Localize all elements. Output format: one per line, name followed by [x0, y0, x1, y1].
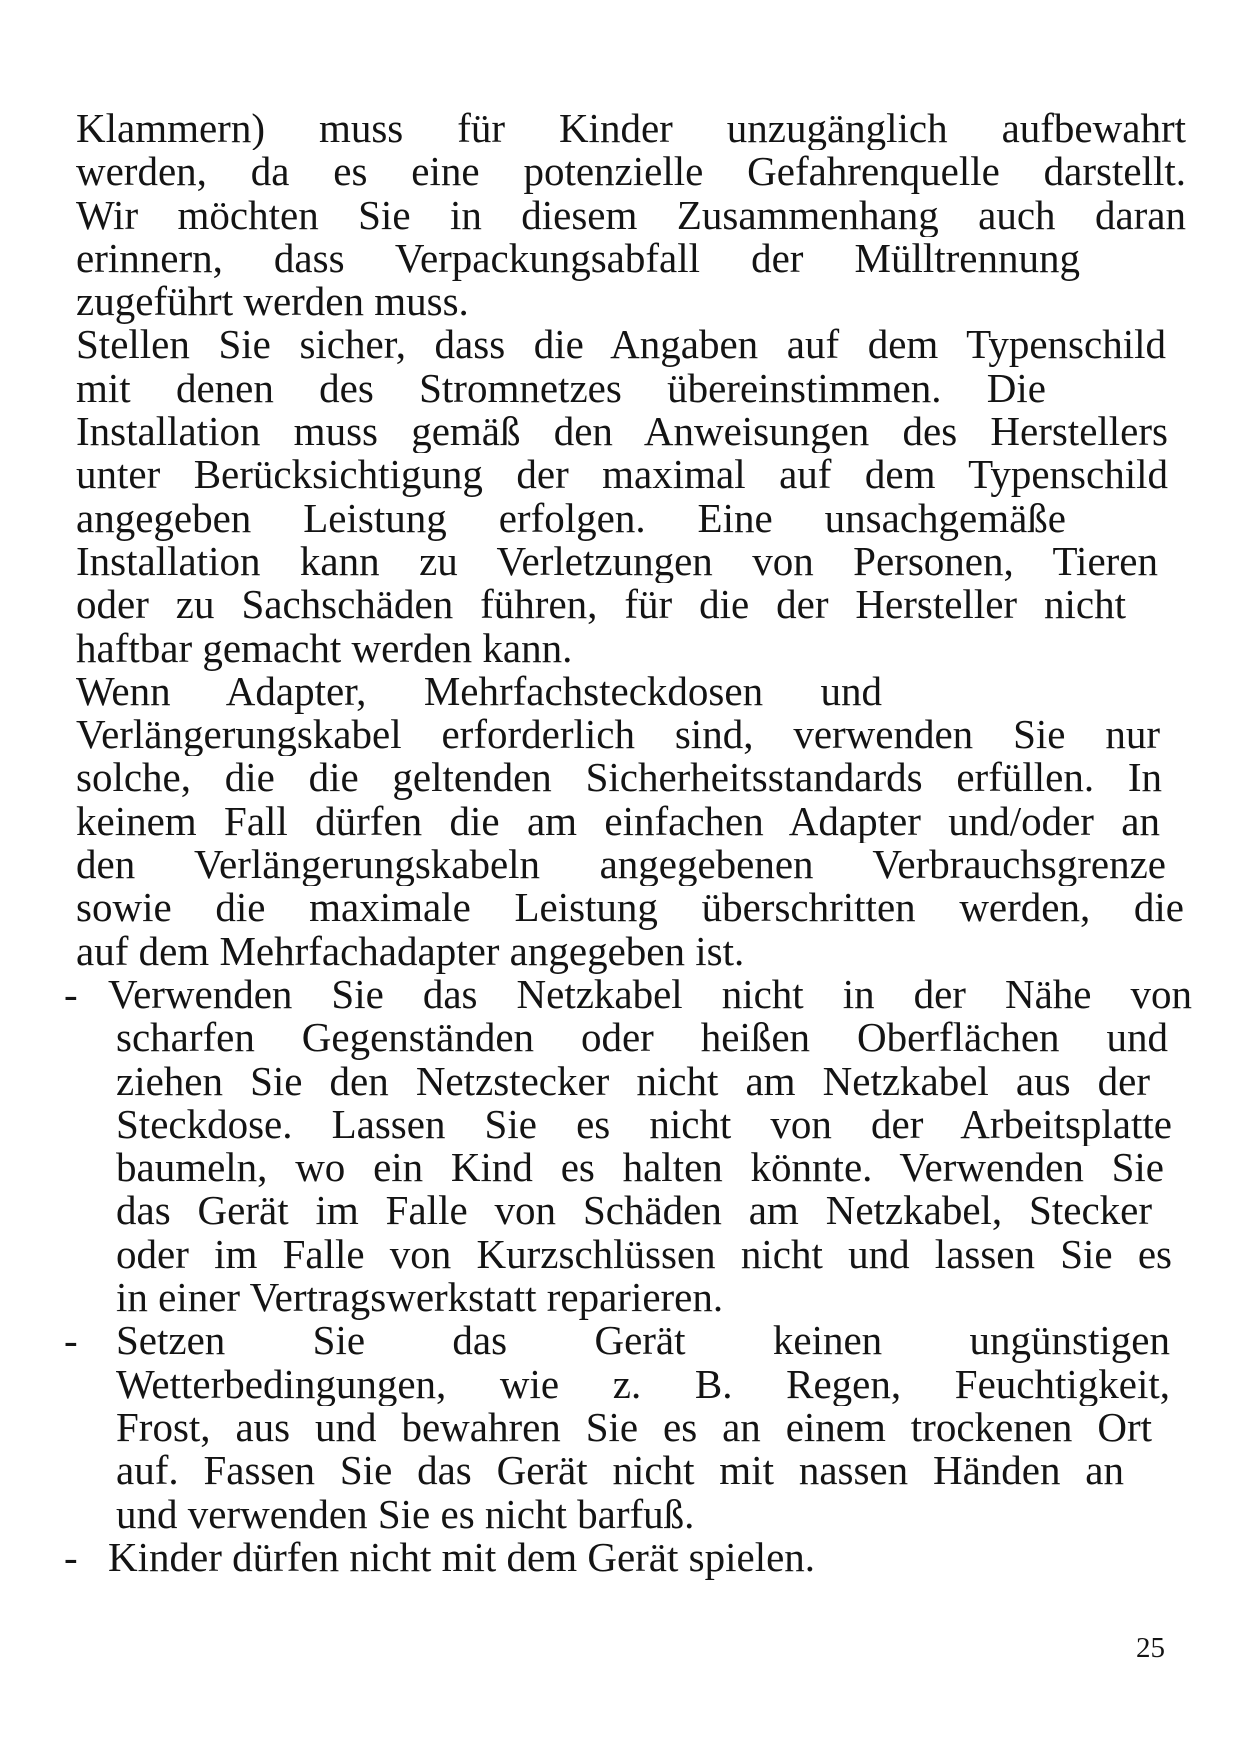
text-line: auf. Fassen Sie das Gerät nicht mit nassen Händen an: [116, 1449, 1124, 1493]
bullet-text: [108, 1533, 1186, 1580]
text-line: Verlängerungskabel erforderlich sind, verwenden Sie nur: [76, 713, 1160, 757]
text-line: zugeführt werden muss.: [76, 278, 469, 325]
bullet-item-power-cable: [64, 970, 1192, 1321]
text-line: solche, die die geltenden Sicherheitsstandards erfüllen. In: [76, 756, 1162, 800]
text-line: angegeben Leistung erfolgen. Eine unsachgemäße: [76, 494, 1066, 541]
bullet-marker: -: [64, 970, 78, 1017]
text-line: Stellen Sie sicher, dass die Angaben auf dem Typenschild: [76, 323, 1166, 367]
text-line: scharfen Gegenständen oder heißen Oberflächen und: [116, 1016, 1168, 1060]
text-line: Wir möchten Sie in diesem Zusammenhang auch daran: [76, 193, 1186, 237]
text-line: auf dem Mehrfachadapter angegeben ist.: [76, 927, 745, 974]
paragraph-adapters: [76, 667, 1186, 974]
text-line: werden, da es eine potenzielle Gefahrenquelle darstellt.: [76, 150, 1186, 194]
bullet-item-children: [64, 1533, 1186, 1580]
paragraph-installation: [76, 323, 1186, 669]
body-text: [64, 107, 1192, 1580]
text-line: baumeln, wo ein Kind es halten könnte. Verwenden Sie: [116, 1146, 1164, 1190]
bullet-text: [116, 1319, 1186, 1535]
text-line: und verwenden Sie es nicht barfuß.: [116, 1490, 695, 1537]
text-line: Setzen Sie das Gerät keinen ungünstigen: [116, 1319, 1170, 1363]
bullet-marker: -: [64, 1317, 78, 1364]
text-line: Wenn Adapter, Mehrfachsteckdosen und: [76, 667, 882, 714]
text-line: Installation muss gemäß den Anweisungen des Herstellers: [76, 410, 1168, 454]
bullet-marker: -: [64, 1533, 78, 1580]
page-number: 25: [1136, 1632, 1165, 1664]
text-line: keinem Fall dürfen die am einfachen Adapter und/oder an: [76, 799, 1160, 844]
text-line: sowie die maximale Leistung überschritten werden, die: [76, 886, 1184, 930]
bullet-item-weather: [64, 1317, 1186, 1537]
text-line: das Gerät im Falle von Schäden am Netzkabel, Stecker: [116, 1189, 1152, 1233]
text-line: haftbar gemacht werden kann.: [76, 624, 573, 671]
bullet-text: [108, 972, 1192, 1321]
text-line: unter Berücksichtigung der maximal auf dem Typenschild: [76, 453, 1168, 497]
text-line: oder zu Sachschäden führen, für die der Hersteller nicht: [76, 581, 1126, 628]
text-line: Wetterbedingungen, wie z. B. Regen, Feuchtigkeit,: [116, 1362, 1170, 1406]
text-line: ziehen Sie den Netzstecker nicht am Netzkabel aus der: [116, 1059, 1150, 1103]
text-line: Frost, aus und bewahren Sie es an einem trockenen Ort: [116, 1405, 1152, 1450]
text-line: Verwenden Sie das Netzkabel nicht in der Nähe von: [108, 972, 1192, 1017]
text-line: Kinder dürfen nicht mit dem Gerät spielen.: [108, 1533, 816, 1580]
text-line: Klammern) muss für Kinder unzugänglich aufbewahrt: [76, 107, 1186, 151]
text-line: oder im Falle von Kurzschlüssen nicht und lassen Sie es: [116, 1232, 1172, 1277]
text-line: Steckdose. Lassen Sie es nicht von der Arbeitsplatte: [116, 1102, 1172, 1147]
text-line: mit denen des Stromnetzes übereinstimmen. Die: [76, 364, 1046, 411]
paragraph-packaging: [76, 107, 1186, 323]
text-line: erinnern, dass Verpackungsabfall der Mülltrennung: [76, 234, 1080, 281]
text-line: den Verlängerungskabeln angegebenen Verbrauchsgrenze: [76, 843, 1166, 887]
text-line: in einer Vertragswerkstatt reparieren.: [116, 1274, 724, 1321]
text-line: Installation kann zu Verletzungen von Personen, Tieren: [76, 539, 1158, 584]
